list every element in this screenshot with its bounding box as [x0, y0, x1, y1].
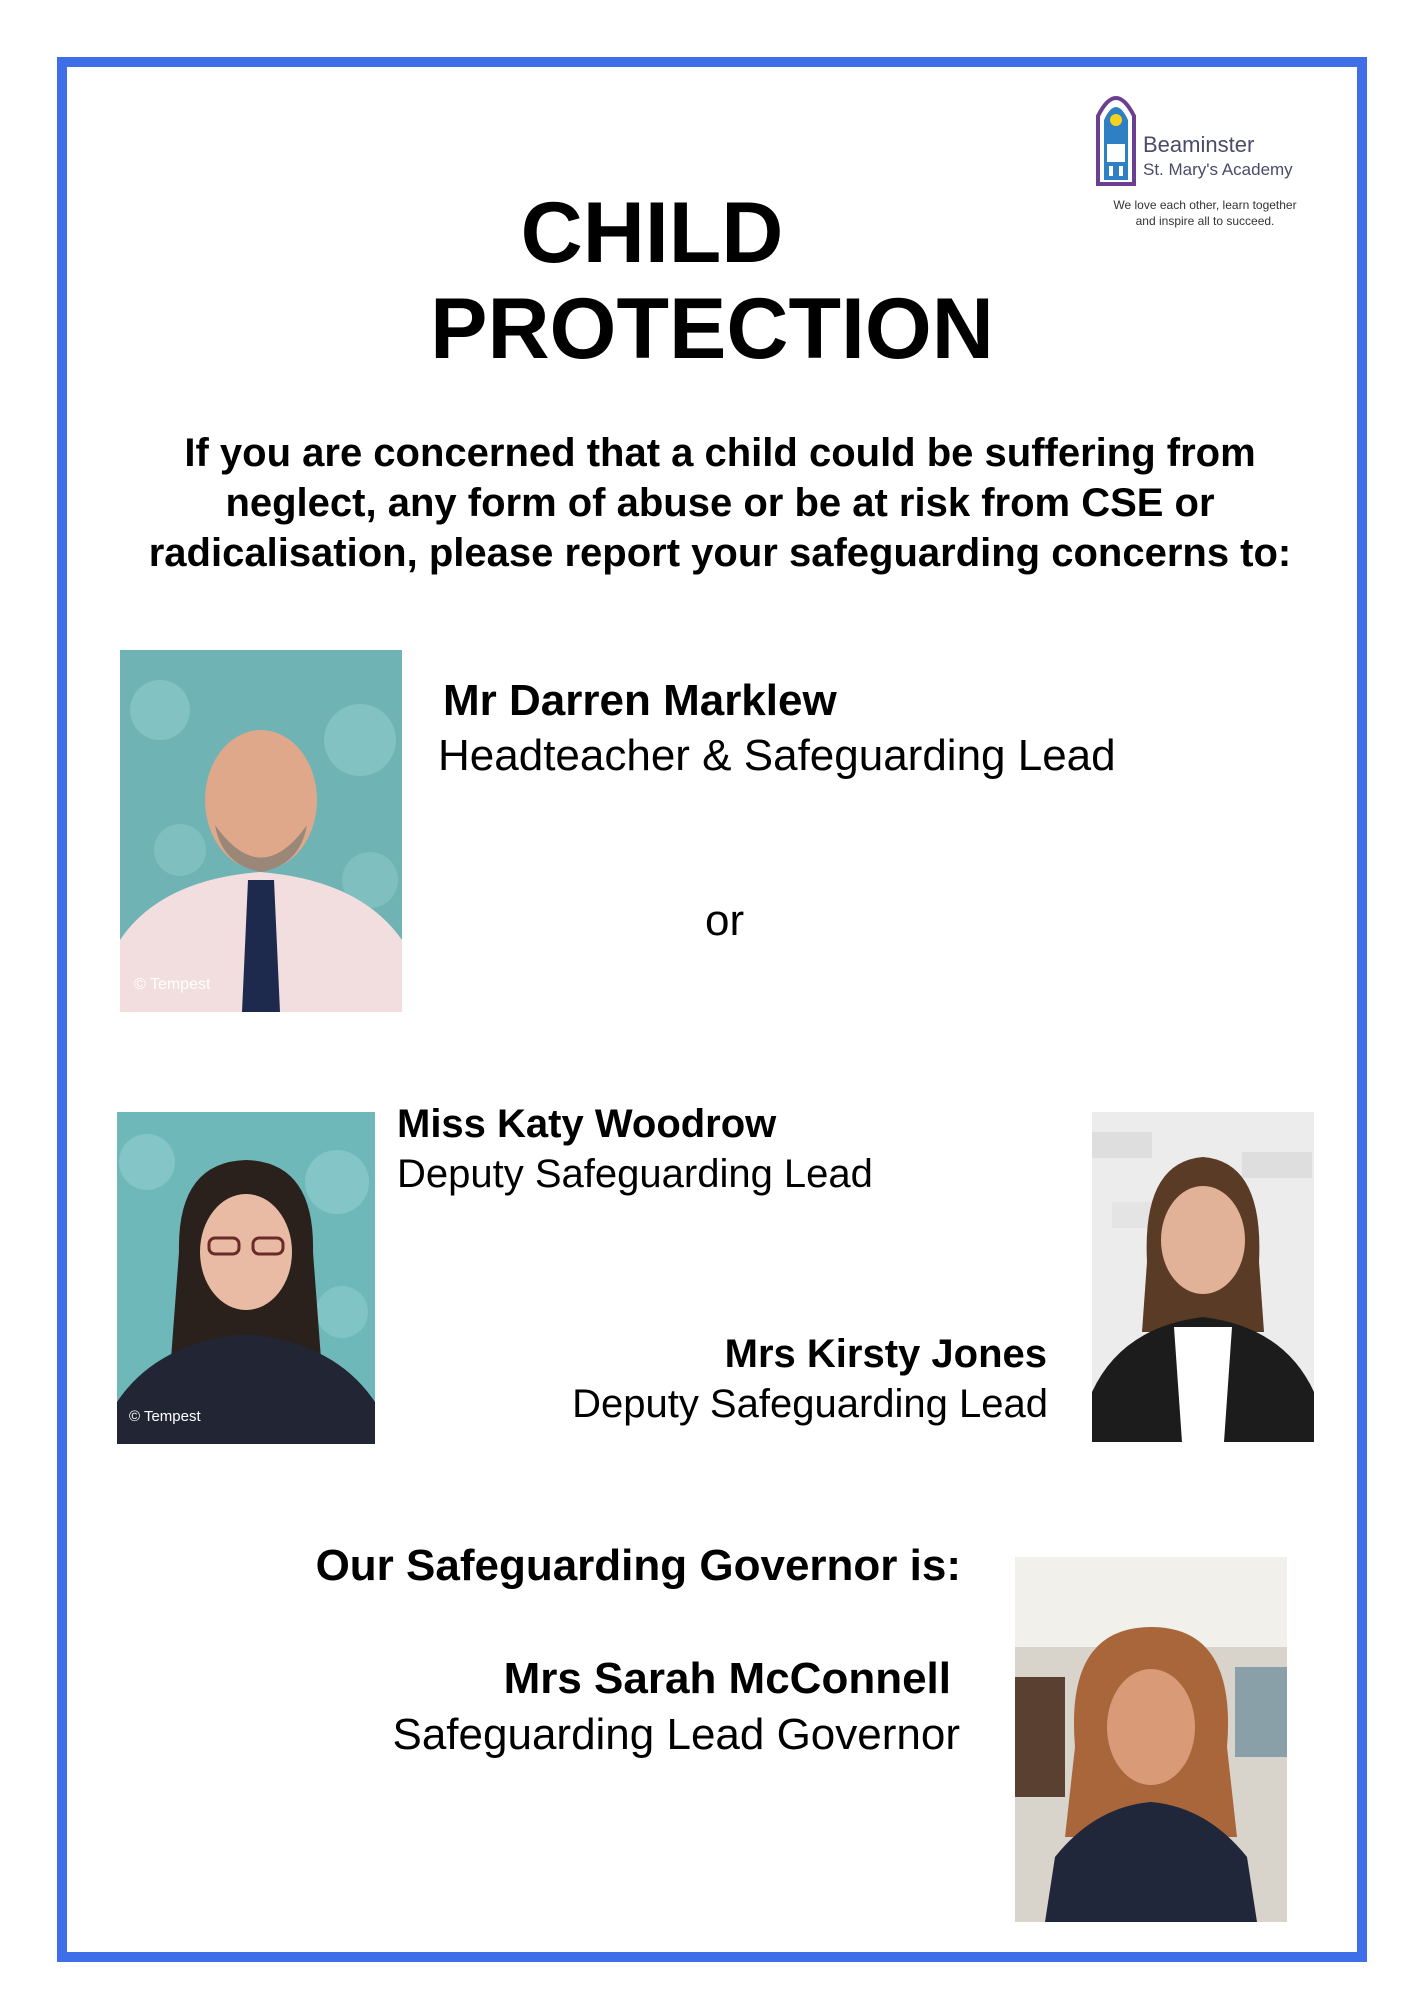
deputy1-photo-watermark: © Tempest	[129, 1408, 201, 1425]
deputy2-role: Deputy Safeguarding Lead	[572, 1382, 1048, 1426]
logo-tagline-line1: We love each other, learn together	[1113, 198, 1297, 212]
deputy1-photo	[117, 1112, 375, 1444]
lead-photo-watermark: © Tempest	[134, 976, 211, 993]
lead-photo	[120, 650, 402, 1012]
governor-heading: Our Safeguarding Governor is:	[315, 1541, 961, 1590]
title-line2: PROTECTION	[430, 281, 994, 377]
lead-name: Mr Darren Marklew	[443, 676, 837, 725]
governor-photo	[1015, 1557, 1287, 1922]
governor-name: Mrs Sarah McConnell	[503, 1654, 951, 1703]
intro-text	[60, 428, 1380, 578]
deputy2-photo	[1092, 1112, 1314, 1442]
logo-school-name: Beaminster	[1143, 132, 1255, 157]
intro-line3: radicalisation, please report your safeguarding concerns to:	[148, 531, 1292, 575]
page-title	[0, 185, 1414, 377]
title-line1: CHILD	[520, 185, 784, 281]
or-separator: or	[705, 896, 745, 945]
intro-line2: neglect, any form of abuse or be at risk from CSE or	[225, 481, 1215, 525]
deputy1-name: Miss Katy Woodrow	[397, 1102, 777, 1146]
deputy1-role: Deputy Safeguarding Lead	[397, 1152, 873, 1196]
intro-line1: If you are concerned that a child could be suffering from	[184, 431, 1256, 475]
school-logo-icon	[1095, 86, 1137, 186]
logo-tagline-line2: and inspire all to succeed.	[1135, 214, 1275, 228]
governor-role: Safeguarding Lead Governor	[392, 1710, 960, 1759]
logo-school-subname: St. Mary's Academy	[1143, 160, 1293, 179]
deputy2-name: Mrs Kirsty Jones	[724, 1332, 1047, 1376]
lead-role: Headteacher & Safeguarding Lead	[438, 731, 1116, 780]
